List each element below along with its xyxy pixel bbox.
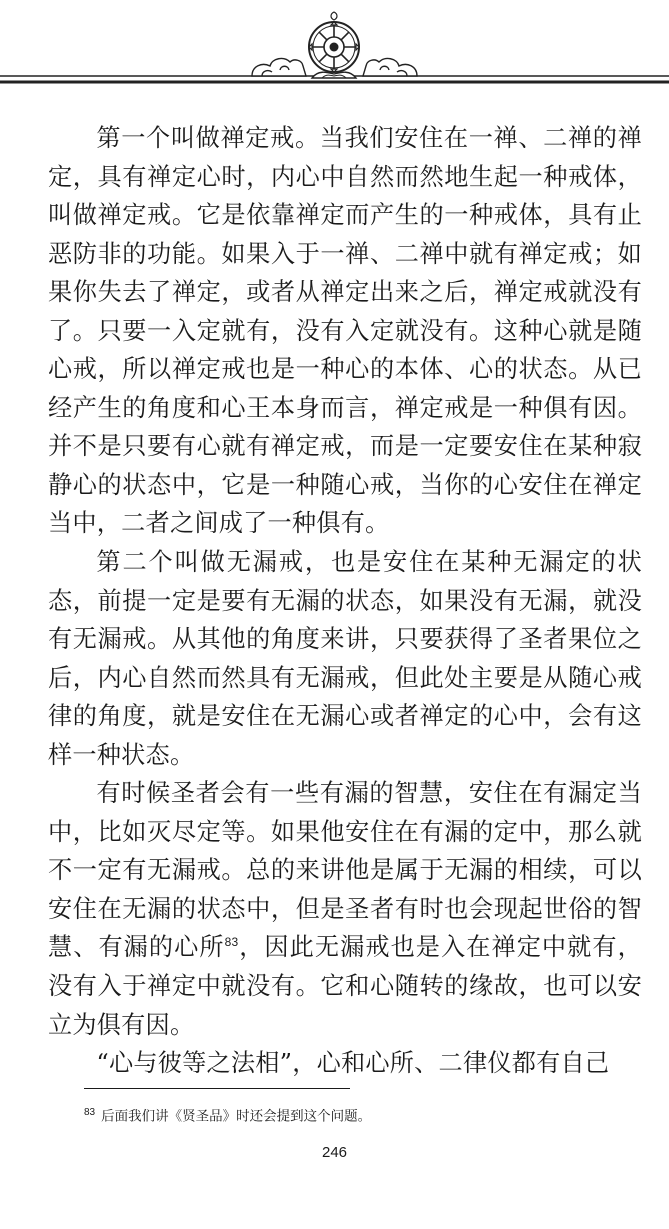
- left-cloud-scroll-icon: [252, 59, 306, 76]
- page-header-ornament: [0, 0, 669, 100]
- paragraph-2: 第二个叫做无漏戒，也是安住在某种无漏定的状态，前提一定是要有无漏的状态，如果没有无漏，就没有无漏戒。从其他的角度来讲，只要获得了圣者果位之后，内心自然而然具有无漏戒，但此处主要是从随心戒律的角度，就是安住在无漏心或者禅定的心中，会有这样一种状态。: [48, 548, 642, 769]
- dharma-wheel-icon: [309, 12, 359, 78]
- paragraph-3: 有时候圣者会有一些有漏的智慧，安住在有漏定当中，比如灭尽定等。如果他安住在有漏的定中，那么就不一定有无漏戒。总的来讲他是属于无漏的相续，可以安住在无漏的状态中，但是圣者有时也会现起世俗的智慧、有漏的心所$^{83}$，因此无漏戒也是入在禅定中就有，没有入于禅定中就没有。它和心随转的缘故，也可以安立为俱有因。: [48, 779, 643, 1039]
- paragraph-1: 第一个叫做禅定戒。当我们安住在一禅、二禅的禅定，具有禅定心时，内心中自然而然地生起一种戒体，叫做禅定戒。它是依靠禅定而产生的一种戒体，具有止恶防非的功能。如果入于一禅、二禅中就有禅定戒；如果你失去了禅定，或者从禅定出来之后，禅定戒就没有了。只要一入定就有，没有入定就没有。这种心就是随心戒，所以禅定戒也是一种心的本体、心的状态。从已经产生的角度和心王本身而言，禅定戒是一种俱有因。并不是只要有心就有禅定戒，而是一定要安住在某种寂静心的状态中，它是一种随心戒，当你的心安住在禅定当中，二者之间成了一种俱有。: [48, 124, 642, 538]
- right-cloud-scroll-icon: [363, 59, 417, 76]
- main-text: [48, 119, 642, 1083]
- footnote-divider: [84, 1088, 350, 1089]
- footnote-reference[interactable]: 83: [224, 935, 239, 950]
- paragraph-4: “心与彼等之法相”，心和心所、二律仪都有自己: [96, 1049, 610, 1078]
- footnote-text: 后面我们讲《贤圣品》时还会提到这个问题。: [101, 1108, 372, 1125]
- footnote-number: 83: [84, 1107, 96, 1118]
- footnote: [84, 1103, 371, 1127]
- page-number: 246: [321, 1144, 348, 1161]
